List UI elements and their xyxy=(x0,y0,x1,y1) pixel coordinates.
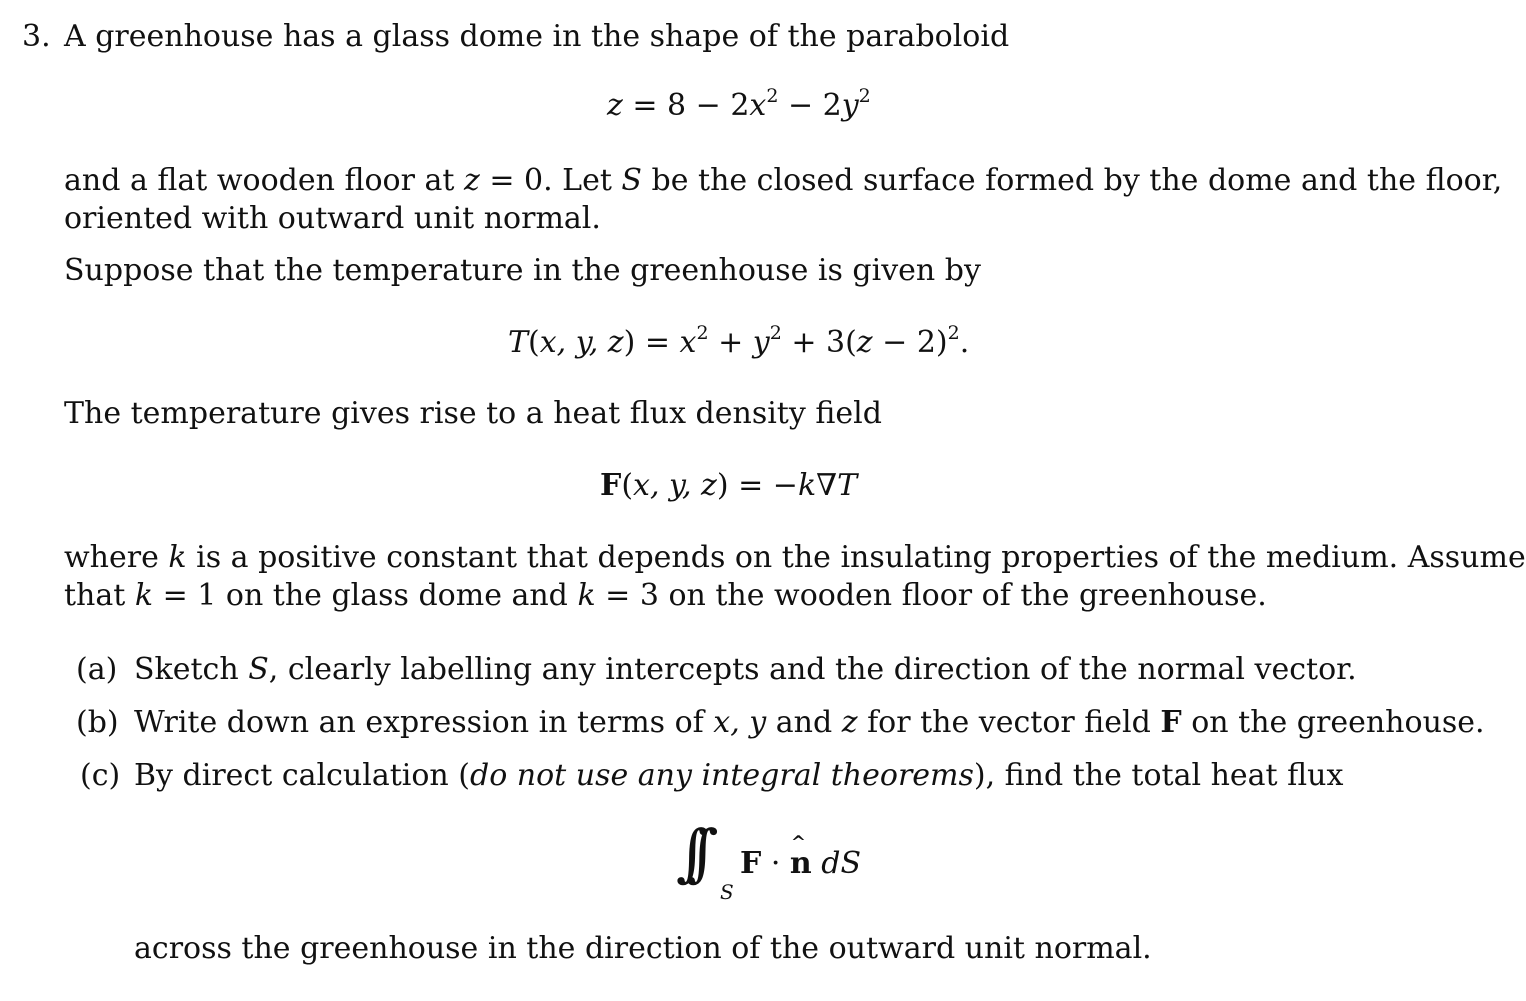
eq-text: − 2 xyxy=(778,88,842,123)
part-a-label: (a) xyxy=(76,652,118,687)
text: = 0. Let xyxy=(479,163,622,198)
intro-text: A greenhouse has a glass dome in the shape of the paraboloid xyxy=(64,19,1010,54)
constant-line-2 xyxy=(64,577,1526,615)
part-c-text xyxy=(134,758,1343,793)
eq-args: x, y, z xyxy=(539,325,624,360)
text: = 3 on the wooden floor of the greenhouse. xyxy=(595,578,1267,613)
text: Sketch xyxy=(134,652,249,687)
part-b xyxy=(76,705,119,740)
math-S: S xyxy=(248,652,269,687)
emphasis: do not use any integral theorems xyxy=(469,758,974,793)
math-z: z xyxy=(463,163,480,198)
eq-text: ( xyxy=(528,325,540,360)
eq-var: y xyxy=(752,325,770,360)
exponent: 2 xyxy=(947,322,960,344)
integral-subscript: S xyxy=(720,880,734,904)
nabla-symbol: ∇ xyxy=(816,468,838,503)
eq-var: T xyxy=(508,325,529,360)
eq-text: = − xyxy=(728,468,798,503)
eq-var: x xyxy=(679,325,697,360)
eq-text: . xyxy=(959,325,970,360)
double-integral-symbol: ∫∫ xyxy=(676,816,697,889)
part-b-label: (b) xyxy=(76,705,119,740)
area-element: dS xyxy=(811,846,862,881)
text: for the vector field xyxy=(857,705,1161,740)
exponent: 2 xyxy=(858,85,871,107)
problem-number: 3. xyxy=(22,19,51,54)
eq-var: z xyxy=(607,88,623,123)
eq-text: ( xyxy=(621,468,634,503)
text: on the greenhouse. xyxy=(1181,705,1485,740)
temperature-intro: Suppose that the temperature in the greenhouse is given by xyxy=(64,253,981,288)
floor-line-1 xyxy=(64,162,1502,200)
part-c-closing: across the greenhouse in the direction of the outward unit normal. xyxy=(134,931,1152,966)
exponent: 2 xyxy=(769,322,782,344)
math-k: k xyxy=(134,578,154,613)
eq-args: x, y, z xyxy=(633,468,717,503)
floor-paragraph xyxy=(64,162,1502,238)
exponent: 2 xyxy=(696,322,709,344)
eq-text: ) xyxy=(623,325,636,360)
integrand xyxy=(740,846,861,881)
flux-intro: The temperature gives rise to a heat flux density field xyxy=(64,396,882,431)
dome-equation xyxy=(607,85,871,123)
part-c-label: (c) xyxy=(80,758,121,793)
math-xy: x, y xyxy=(713,705,767,740)
eq-text: + xyxy=(708,325,753,360)
eq-var: y xyxy=(841,88,859,123)
vector-F: F xyxy=(600,468,622,503)
part-c xyxy=(80,758,120,793)
math-z: z xyxy=(841,705,858,740)
eq-text: = 8 − 2 xyxy=(622,88,750,123)
text: , clearly labelling any intercepts and the direction of the normal vector. xyxy=(268,652,1357,687)
text: and a flat wooden floor at xyxy=(64,163,464,198)
text: is a positive constant that depends on the insulating properties of the medium. Assume xyxy=(186,540,1526,575)
dot-operator: · xyxy=(761,846,790,881)
text: be the closed surface formed by the dome and the floor, xyxy=(641,163,1503,198)
math-k: k xyxy=(168,540,187,575)
part-a xyxy=(76,652,117,687)
text: where xyxy=(64,540,169,575)
text: ), find the total heat flux xyxy=(973,758,1344,793)
constant-line-1 xyxy=(64,539,1526,577)
text: and xyxy=(766,705,842,740)
eq-text: + 3( xyxy=(781,325,857,360)
eq-text: − 2) xyxy=(872,325,948,360)
part-b-text xyxy=(134,705,1485,740)
text: that xyxy=(64,578,135,613)
unit-normal-n: n ^ xyxy=(790,846,812,881)
floor-line-2: oriented with outward unit normal. xyxy=(64,201,601,236)
text: By direct calculation ( xyxy=(134,758,470,793)
vector-F: F xyxy=(740,846,762,881)
text: Write down an expression in terms of xyxy=(134,705,714,740)
eq-text: ) xyxy=(716,468,729,503)
vector-F: F xyxy=(1160,705,1182,740)
math-S: S xyxy=(621,163,642,198)
constant-paragraph xyxy=(64,539,1526,615)
exponent: 2 xyxy=(766,85,779,107)
temperature-equation xyxy=(508,322,970,360)
text: = 1 on the glass dome and xyxy=(153,578,578,613)
eq-var: x xyxy=(749,88,767,123)
eq-var: z xyxy=(856,325,873,360)
eq-text: = xyxy=(635,325,680,360)
math-k: k xyxy=(577,578,596,613)
part-a-text xyxy=(134,652,1357,687)
eq-var: k xyxy=(797,468,817,503)
eq-var: T xyxy=(837,468,858,503)
flux-equation xyxy=(600,468,857,503)
